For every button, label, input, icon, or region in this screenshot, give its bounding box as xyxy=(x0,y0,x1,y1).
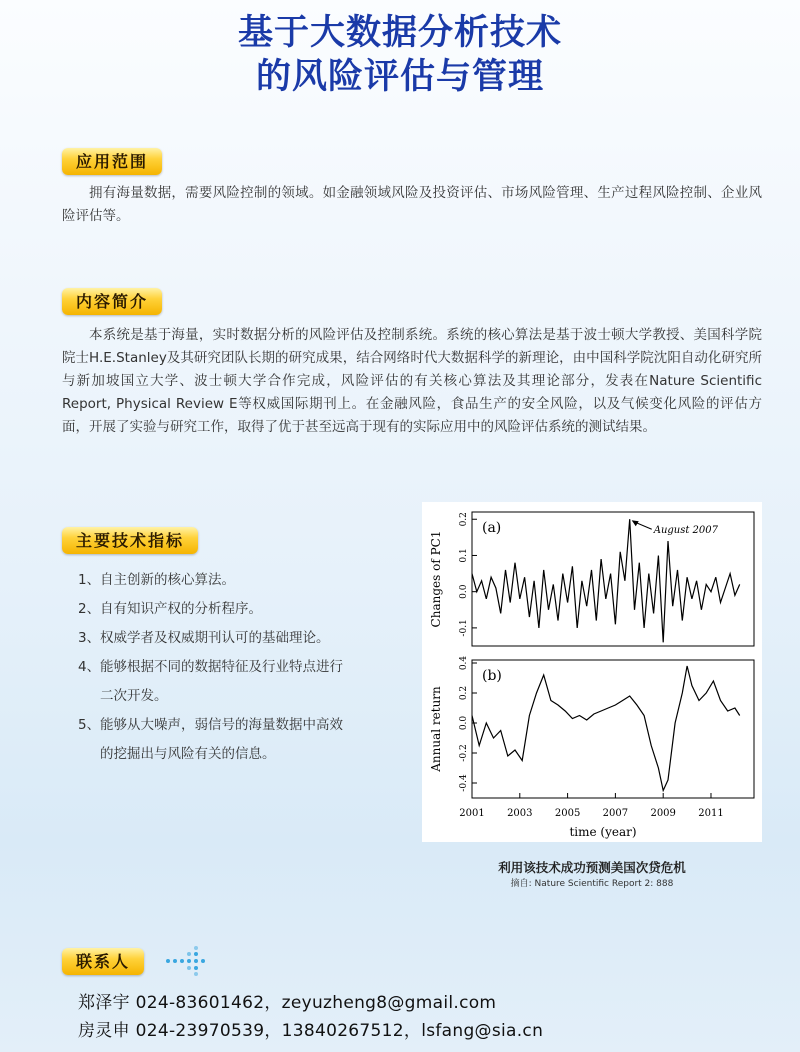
indicator-item xyxy=(78,711,398,740)
y-tick-label: -0.4 xyxy=(459,774,469,792)
indicators-heading: 主要技术指标 xyxy=(62,527,198,554)
indicator-number: 2、 xyxy=(78,601,101,617)
x-tick-label: 2007 xyxy=(602,808,629,819)
panel-label: (b) xyxy=(482,668,502,684)
indicator-number: 5、 xyxy=(78,717,101,733)
intro-text: 本系统是基于海量，实时数据分析的风险评估及控制系统。系统的核心算法是基于波士顿大学教授、美国科学院院士H.E.Stanley及其研究团队长期的研究成果，结合网络时代大数据科学的新理论，由中国科学院沈阳自动化研究所与新加坡国立大学、波士顿大学合作完成，风险评估的有关核心算法及其理论部分，发表在Nature Scientific Report, Physical Review E等权威国际期刊上。在金融风险，食品生产的安全风险，以及气候变化风险的评估方面，开展了实验与研究工作，取得了优于甚至远高于现有的实际应用中的风险评估系统的测试结果。 xyxy=(62,327,762,435)
contact-line-2: 房灵申 024-23970539，13840267512，lsfang@sia.cn xyxy=(78,1021,544,1041)
y-tick-label: 0.1 xyxy=(459,548,469,563)
annotation-text: August 2007 xyxy=(653,525,719,537)
indicator-item-continued: 二次开发。 xyxy=(100,688,168,704)
title-line-2: 的风险评估与管理 xyxy=(255,57,544,97)
panel-label: (a) xyxy=(482,520,502,536)
plot-frame xyxy=(472,660,754,798)
y-tick-label: 0.0 xyxy=(459,715,469,731)
series-line xyxy=(472,666,740,791)
indicator-number: 1、 xyxy=(78,572,101,588)
x-tick-label: 2001 xyxy=(459,808,485,819)
risk-chart-figure xyxy=(422,502,762,842)
x-axis-label: time (year) xyxy=(569,825,637,839)
title-line-1: 基于大数据分析技术 xyxy=(237,13,562,53)
x-tick-label: 2003 xyxy=(507,808,533,819)
indicator-text: 权威学者及权威期刊认可的基础理论。 xyxy=(100,630,330,646)
indicator-item-continued: 的挖掘出与风险有关的信息。 xyxy=(100,746,276,762)
indicator-text: 自主创新的核心算法。 xyxy=(100,572,235,588)
indicator-text: 能够从大噪声，弱信号的海量数据中高效 xyxy=(100,717,343,733)
contact-line-1: 郑泽宇 024-83601462，zeyuzheng8@gmail.com xyxy=(78,993,497,1013)
y-axis-label: Changes of PC1 xyxy=(429,530,443,628)
scope-heading: 应用范围 xyxy=(62,148,162,175)
y-tick-label: -0.1 xyxy=(459,619,469,637)
indicator-text: 能够根据不同的数据特征及行业特点进行 xyxy=(100,659,343,675)
y-tick-label: 0.4 xyxy=(459,655,469,671)
indicator-item xyxy=(78,566,398,595)
contact-heading: 联系人 xyxy=(62,948,144,975)
indicator-item xyxy=(78,595,398,624)
y-axis-label: Annual return xyxy=(429,686,443,772)
indicator-number: 3、 xyxy=(78,630,101,646)
y-tick-label: 0.2 xyxy=(459,512,469,527)
indicator-list xyxy=(78,566,398,769)
x-tick-label: 2005 xyxy=(554,808,581,819)
intro-heading: 内容简介 xyxy=(62,288,162,315)
figure-caption: 利用该技术成功预测美国次贷危机 xyxy=(498,860,686,875)
series-line xyxy=(472,519,740,642)
x-tick-label: 2009 xyxy=(650,808,676,819)
indicator-text: 自有知识产权的分析程序。 xyxy=(100,601,262,617)
y-tick-label: -0.2 xyxy=(459,744,469,762)
dots-decoration-icon xyxy=(164,946,208,976)
indicator-number: 4、 xyxy=(78,659,101,675)
risk-chart xyxy=(422,502,762,842)
indicator-item xyxy=(78,653,398,682)
indicator-item xyxy=(78,624,398,653)
x-tick-label: 2011 xyxy=(698,808,724,819)
y-tick-label: 0.2 xyxy=(459,685,469,701)
y-tick-label: 0.0 xyxy=(459,584,469,599)
figure-source: 摘自: Nature Scientific Report 2: 888 xyxy=(510,879,674,889)
scope-text: 拥有海量数据，需要风险控制的领域。如金融领域风险及投资评估、市场风险管理、生产过程风险控制、企业风险评估等。 xyxy=(62,185,762,224)
